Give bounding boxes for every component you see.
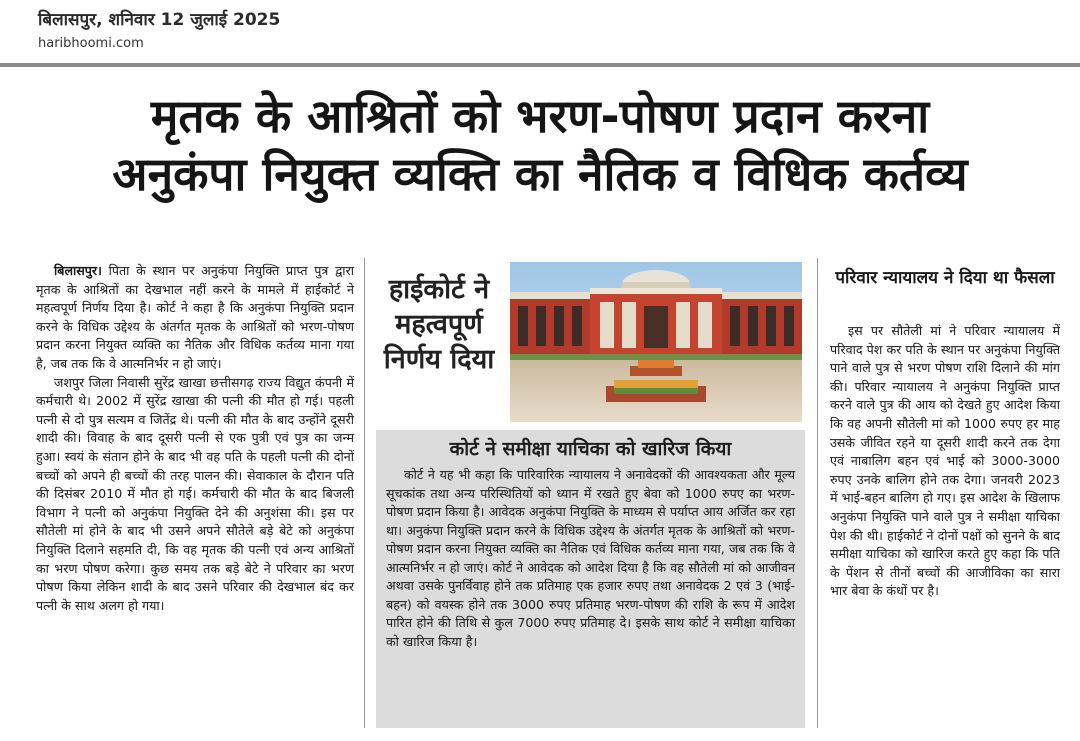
high-court-photo (510, 262, 802, 422)
article-column-3 (830, 322, 1060, 601)
column-divider-1 (364, 258, 365, 728)
headline-line-2: अनुकंपा नियुक्त व्यक्ति का नैतिक व विधिक कर्तव्य (112, 146, 968, 201)
masthead (38, 8, 280, 51)
headline-line-1: मृतक के आश्रितों को भरण-पोषण प्रदान करना (150, 89, 930, 143)
column1-paragraph-2: जशपुर जिला निवासी सुरेंद्र खाखा छत्तीसगढ़ राज्य विद्युत कंपनी में कर्मचारी थे। 2002 में सुरेंद्र खाखा की पत्नी की मौत हो गई। पहली पत्नी से दो पुत्र सत्यम व जितेंद्र थे। पत्नी की मौत के बाद उन्होंने दूसरी शादी की। विवाह के बाद दूसरी पत्नी से एक पुत्री एवं पुत्र का जन्म हुआ। स्वयं के संतान होने के बाद भी वह पति के पहली पत्नी की दोनों बच्चों को अपने ही बच्चों की तरह पालन की। सेवाकाल के दौरान पति की दिसंबर 2010 में मौत हो गई। कर्मचारी की मौत के बाद बिजली विभाग ने पत्नी को अनुकंपा नियुक्ति देने की अनुशंसा की। इस पर सौतेली मां होने के बाद भी उसने अपने सौतेले बड़े बेटे को अनुकंपा नियुक्ति दिलाने सहमति दी, कि वह मृतक की पत्नी एवं अन्य आश्रितों का भरण पोषण करेगा। कुछ समय तक बड़े बेटे ने परिवार का भरण पोषण किया लेकिन शादी के बाद उसने परिवार की देखभाल बंद कर पत्नी के साथ अलग हो गया। (36, 374, 354, 613)
column-divider-2 (817, 258, 818, 728)
column3-heading: परिवार न्यायालय ने दिया था फैसला (835, 268, 1055, 288)
box-title: कोर्ट ने समीक्षा याचिका को खारिज किया (449, 438, 732, 460)
headline (0, 88, 1080, 204)
side-heading: हाईकोर्ट ने महत्वपूर्ण निर्णय दिया (383, 274, 495, 376)
dateline-lead: बिलासपुर। (54, 263, 102, 278)
box-text: कोर्ट ने यह भी कहा कि पारिवारिक न्यायालय ने अनावेदकों की आवश्यकता और मूल्य सूचकांक तथा अन्य परिस्थितियों को ध्यान में रखते हुए बेवा को 1000 रुपए का भरण-पोषण प्रदान किया है। आवेदक अनुकंपा नियुक्ति के माध्यम से पर्याप्त आय अर्जित कर रहा था। अनुकंपा नियुक्ति प्रदान करने के विधिक उद्देश्य के अंतर्गत मृतक के आश्रितों को भरण-पोषण प्रदान करना नियुक्त व्यक्ति का नैतिक एवं विधिक कर्तव्य माना गया, जब तक कि वे आत्मनिर्भर न हो जाएं। कोर्ट ने आवेदक को आदेश दिया है कि वह सौतेली मां को आजीवन अथवा उसके पुनर्विवाह होने तक प्रतिमाह एक हजार रुपए तथा अनावेदक 2 एवं 3 (भाई-बहन) को वयस्क होने तक 3000 रुपए प्रतिमाह भरण-पोषण की राशि के रूप में आदेश पारित होने की तिथि से कुल 7000 रुपए प्रतिमाह दे। इसके साथ कोर्ट ने समीक्षा याचिका को खारिज किया है। (386, 467, 795, 649)
review-petition-box (376, 430, 805, 728)
column1-paragraph-1-text: पिता के स्थान पर अनुकंपा नियुक्ति प्राप्त पुत्र द्वारा मृतक के आश्रितों का देखभाल नहीं करने के मामले में हाईकोर्ट ने महत्वपूर्ण निर्णय दिया है। कोर्ट ने कहा है कि अनुकंपा नियुक्ति प्रदान करने के विधिक उद्देश्य के अंतर्गत मृतक के आश्रितों को भरण-पोषण प्रदान करना नियुक्त व्यक्ति का नैतिक और विधिक कर्तव्य माना गया है, जब तक कि वे आत्मनिर्भर न हो जाएं। (36, 263, 354, 371)
column1-paragraph-1 (36, 262, 354, 374)
column3-paragraph: इस पर सौतेली मां ने परिवार न्यायालय में परिवाद पेश कर पति के स्थान पर अनुकंपा नियुक्ति पाने वाले पुत्र से भरण पोषण राशि दिलाने की मांग की। परिवार न्यायालय ने अनुकंपा नियुक्ति प्राप्त करने वाले पुत्र की आय को देखते हुए आदेश किया कि वह अपनी सौतेली मां को 1000 रुपए हर माह उसके जीवित रहने या दूसरी शादी करने तक देगा एवं नाबालिग बहन एवं भाई को 3000-3000 रुपए उनके बालिग होने तक देगा। जनवरी 2023 में भाई-बहन बालिग हो गए। इस आदेश के खिलाफ अनुकंपा नियुक्ति पाने वाले पुत्र ने समीक्षा याचिका पेश की थी। हाईकोर्ट ने दोनों पक्षों को सुनने के बाद समीक्षा याचिका को खारिज करते हुए कहा कि पति के पेंशन से तीनों बच्चों की आजीविका का सारा भार बेवा के कंधों पर है। (830, 323, 1060, 599)
top-rule (0, 63, 1080, 67)
dateline: बिलासपुर, शनिवार 12 जुलाई 2025 (38, 10, 281, 30)
article-column-1 (36, 262, 354, 615)
site-url: haribhoomi.com (38, 36, 144, 51)
